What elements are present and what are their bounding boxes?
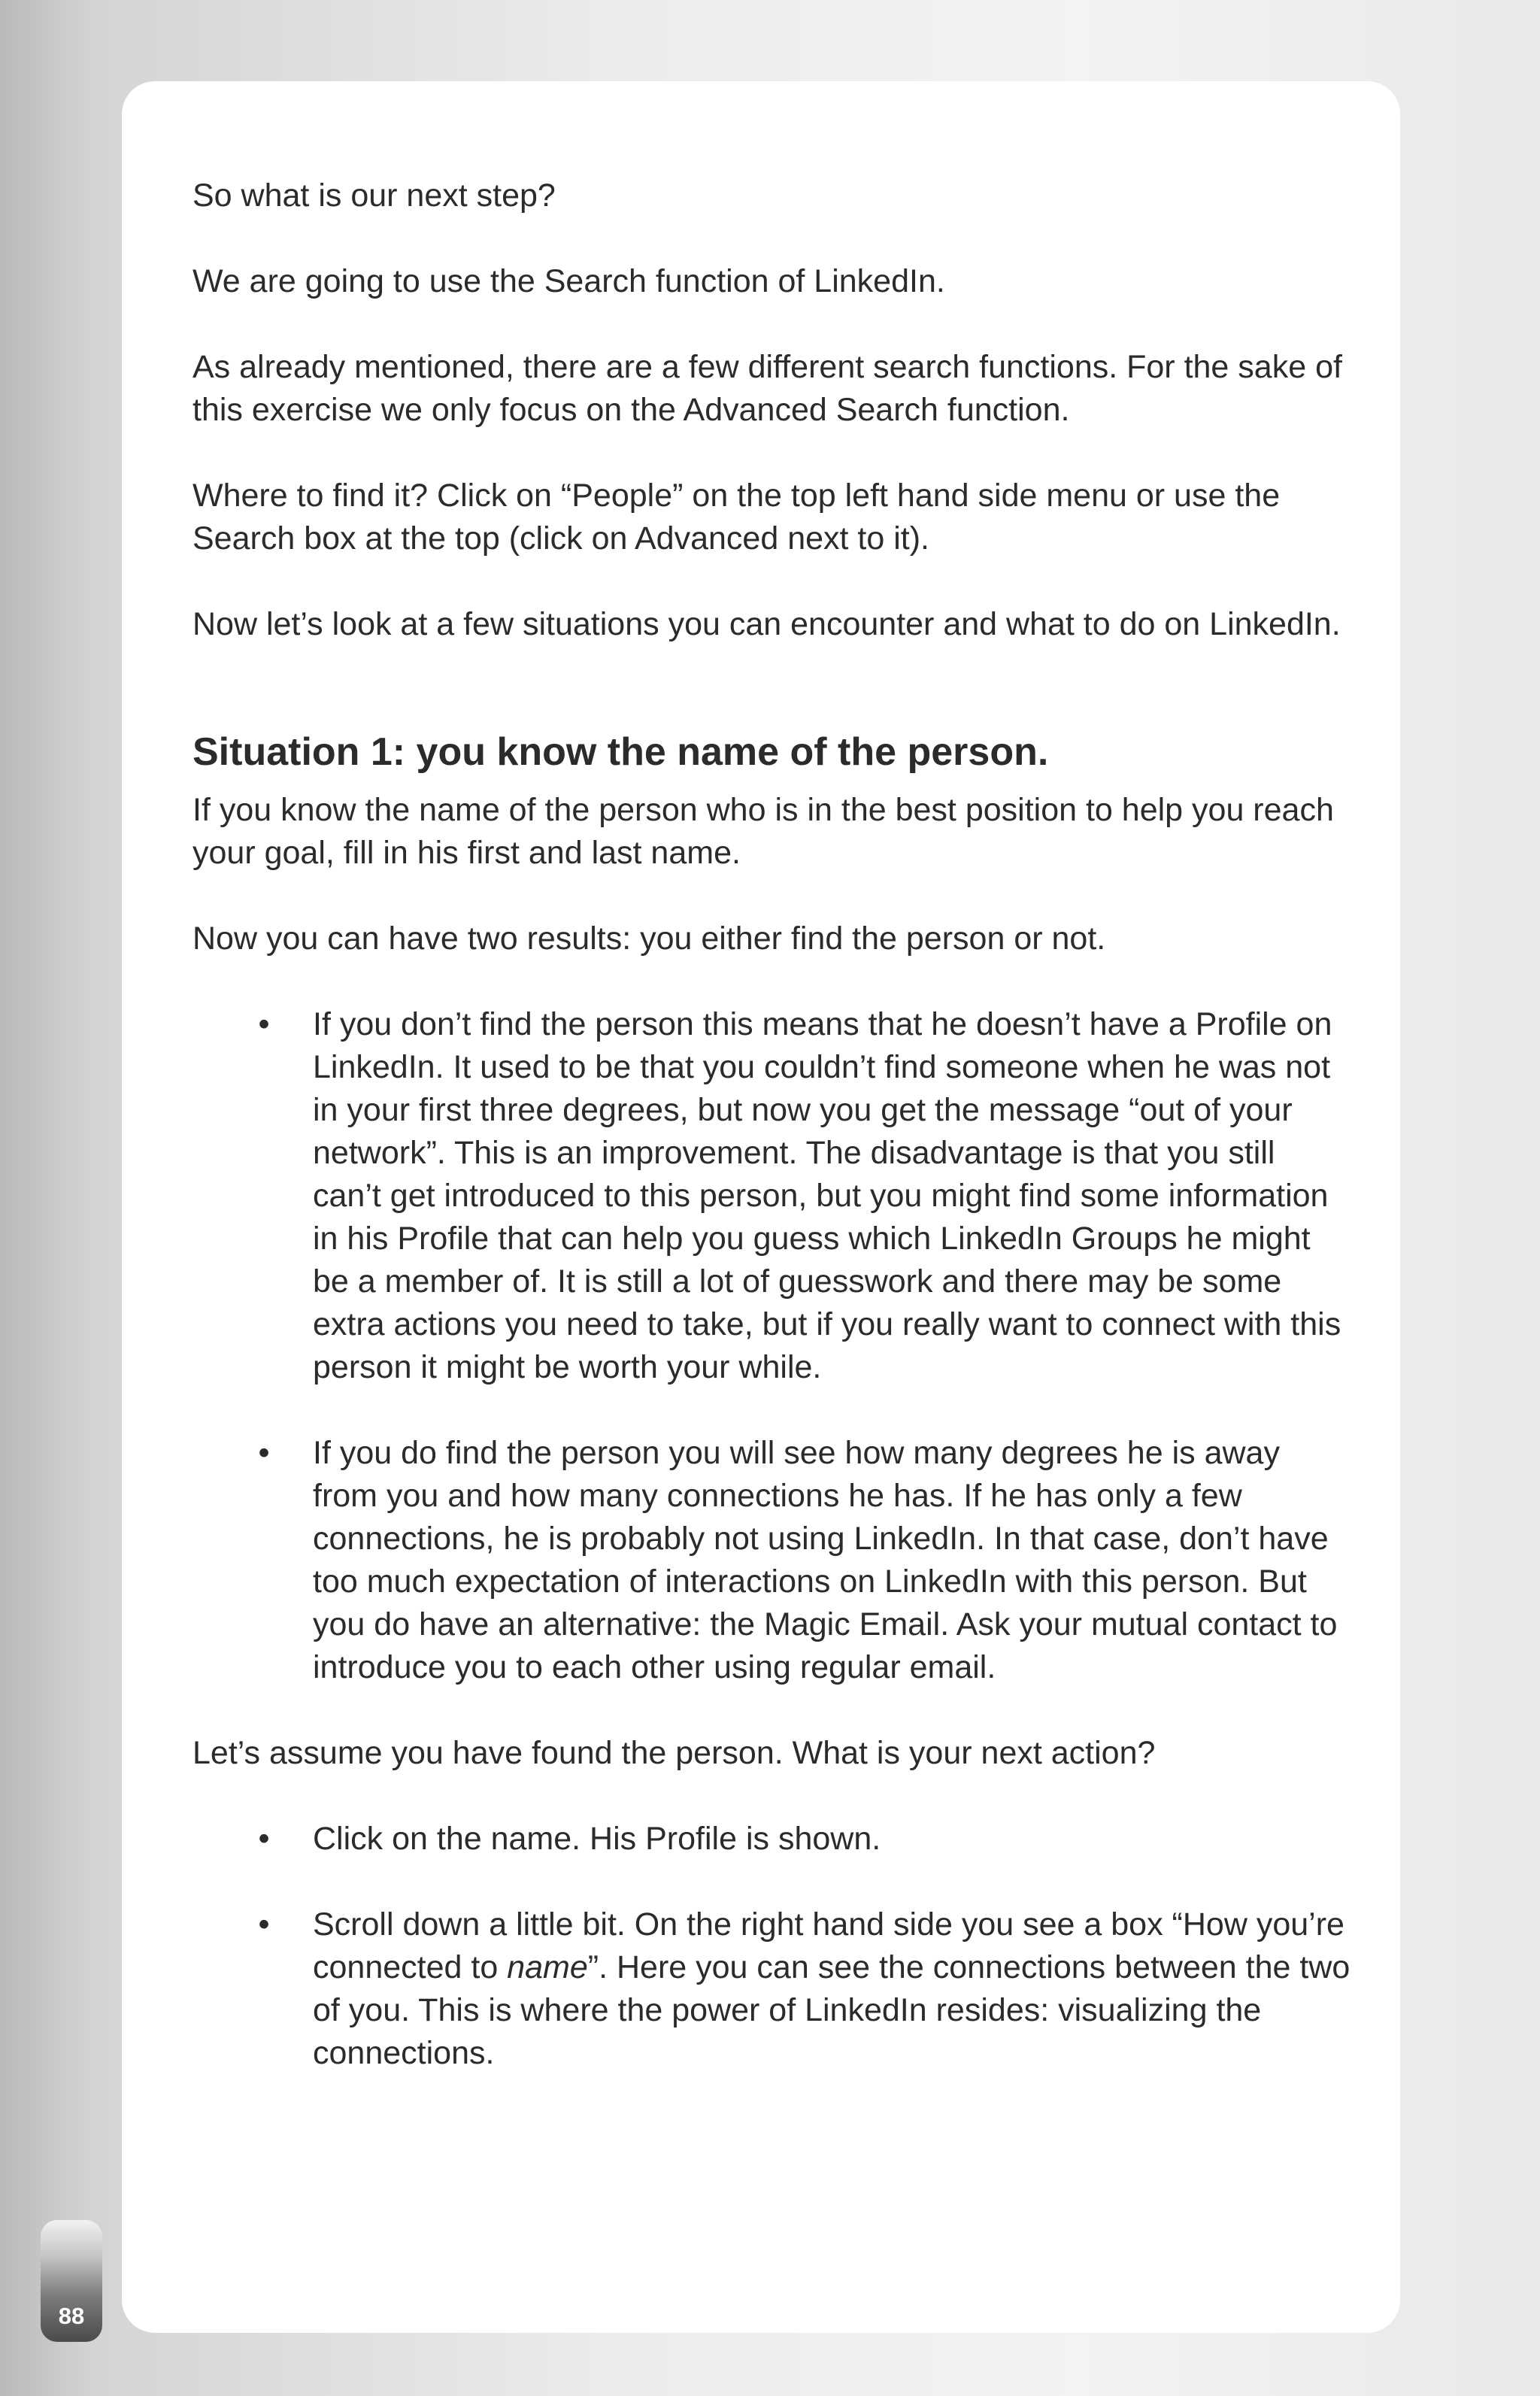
list-item: [192, 1903, 1351, 2075]
bullet-text-found: If you do find the person you will see how many degrees he is away from you and how many connections he has. If he has only a few connections, he is probably not using LinkedIn. In that case, don’t have too much expectation of interactions on LinkedIn with this person. But you do have an alternative: the Magic Email. Ask your mutual contact to introduce you to each other using regular email.: [313, 1435, 1338, 1685]
bullet-icon: •: [258, 1906, 270, 1943]
paragraph-where-to-find: Where to find it? Click on “People” on the top left hand side menu or use the Search box at the top (click on Advanced next to it).: [192, 478, 1281, 557]
paragraph-search-function: We are going to use the Search function of LinkedIn.: [192, 263, 945, 299]
bullet-list-actions: [192, 1818, 1351, 2075]
list-item: [192, 1432, 1351, 1689]
page-content: [192, 174, 1351, 2075]
bullet-text-click-name: Click on the name. His Profile is shown.: [313, 1821, 881, 1857]
paragraph-next-step: So what is our next step?: [192, 177, 556, 214]
paragraph-advanced-search: As already mentioned, there are a few different search functions. For the sake of this exercise we only focus on the Advanced Search function.: [192, 349, 1342, 428]
bullet-text-scroll-part2: ”. Here you can see the connections between the two of you. This is where the power of LinkedIn resides: visualizing the connections.: [313, 1949, 1351, 2071]
paragraph-next-action: Let’s assume you have found the person. What is your next action?: [192, 1735, 1156, 1771]
bullet-text-not-found: If you don’t find the person this means that he doesn’t have a Profile on LinkedIn. It used to be that you couldn’t find someone when he was not in your first three degrees, but now you get the message “out of your network”. This is an improvement. The disadvantage is that you still can’t get introduced to this person, but you might find some information in his Profile that can help you guess which LinkedIn Groups he might be a member of. It is still a lot of guesswork and there may be some extra actions you need to take, but if you really want to connect with this person it might be worth your while.: [313, 1006, 1341, 1385]
page-number: 88: [58, 2303, 85, 2329]
paragraph-two-results: Now you can have two results: you either find the person or not.: [192, 920, 1106, 957]
page-number-tab: [41, 2220, 102, 2342]
paragraph-know-name: If you know the name of the person who is in the best position to help you reach your goal, fill in his first and last name.: [192, 792, 1334, 871]
list-item: [192, 1818, 1351, 1861]
bullet-icon: •: [258, 1006, 270, 1042]
list-item: [192, 1003, 1351, 1389]
section-heading: Situation 1: you know the name of the person.: [192, 730, 1049, 774]
bullet-text-scroll-italic: name: [507, 1949, 588, 1985]
bullet-text-scroll-part1: Scroll down a little bit. On the right hand side you see a box “How you’re connected to: [313, 1906, 1344, 1985]
bullet-icon: •: [258, 1821, 270, 1857]
paragraph-situations: Now let’s look at a few situations you can encounter and what to do on LinkedIn.: [192, 606, 1341, 642]
bullet-icon: •: [258, 1435, 270, 1471]
bullet-list-results: [192, 1003, 1351, 1689]
